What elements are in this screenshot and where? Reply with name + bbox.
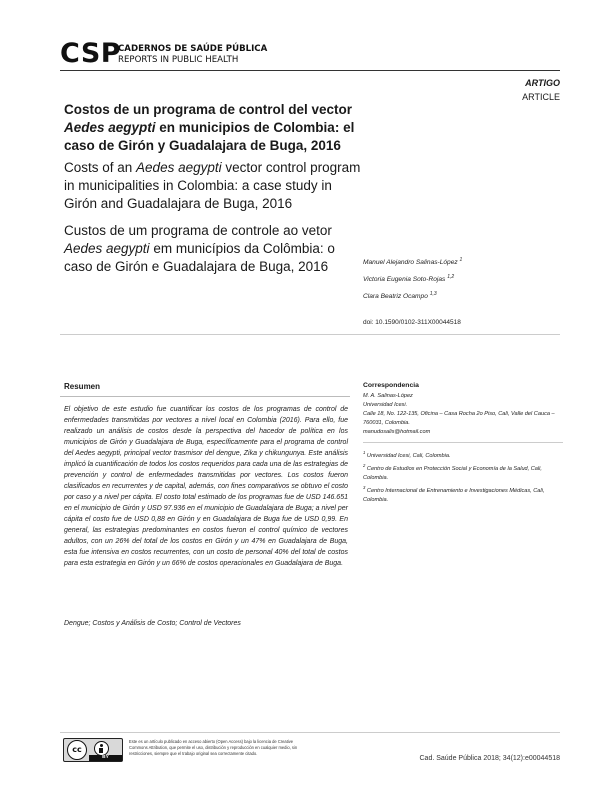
affiliation-item	[363, 483, 563, 505]
journal-name-en: REPORTS IN PUBLIC HEALTH	[118, 55, 239, 65]
keywords: Dengue; Costos y Análisis de Costo; Control de Vectores	[64, 620, 241, 627]
affiliation-text: Centro de Estudios en Protección Social y Economía de la Salud, Cali, Colombia.	[363, 465, 542, 481]
creative-commons-badge[interactable]	[63, 738, 123, 762]
journal-name-pt: CADERNOS DE SAÚDE PÚBLICA	[118, 44, 268, 54]
doi-link[interactable]: doi: 10.1590/0102-311X00044518	[363, 319, 461, 326]
abstract-text: El objetivo de este estudio fue cuantificar los costos de los programas de control de enfermedades transmitidas por vectores a nivel local en Colombia (2016). Para ello, fue realizado un análisis de costos desde la perspectiva del hacedor de política en los municipios de Girón y Guadalajara de Buga, específicamente para el programa de control del Aedes aegypti, principal vector trasmisor del dengue, Zika y chikungunya. Este análisis implicó la cuantificación de todos los costos requeridos para cada una de las estrategias de prevención y control de enfermedades transmitidas por vectores. Los costos fueron clasificados en recurrentes y de capital, además, con fines comparativos se obtuvo el costo por caso y a nivel per cápita. El costo total estimado de los programas fue de USD 146.651 en el municipio de Girón y USD 97.936 en el municipio de Guadalajara de Buga; a nivel per cápita el costo fue de USD 0,88 en Girón y en Guadalajara de Buga fue de USD 0,99. En general, las estrategias predominantes en costos fueron el control químico de vectores adultos, con un 26% del total de los costos en Girón y un 47% en Guadalajara de Buga, esta fue intensiva en costos recurrentes, con un costo de personal 40% del total de costos para esta estrategia en Girón y un 66% de costos operacionales en Guadalajara de Buga.	[64, 406, 348, 567]
article-type-pt: ARTIGO	[525, 78, 560, 88]
header-divider	[60, 70, 560, 71]
title-pt-species: Aedes aegypti	[64, 241, 150, 256]
title-spanish	[64, 101, 364, 155]
title-portuguese	[64, 222, 364, 276]
journal-logo: CSP	[60, 38, 122, 69]
journal-name	[118, 44, 267, 66]
footer-divider	[60, 732, 560, 733]
abstract-heading: Resumen	[64, 382, 101, 391]
by-label: BY	[89, 755, 122, 761]
license-text: Este es un artículo publicado en acceso abierto (Open Access) bajo la licencia de Creative Commons Attribution, que permite el uso, distribución y reproducción en cualquier medio, sin restricciones, siempre que el trabajo original sea correctamente citado.	[129, 739, 298, 756]
author-name: Manuel Alejandro Salinas-López	[363, 259, 458, 267]
title-es-part: Costos de un programa de control del vector	[64, 102, 353, 117]
section-divider	[60, 334, 560, 335]
author	[363, 287, 563, 304]
title-en-species: Aedes aegypti	[136, 160, 222, 175]
title-es-species: Aedes aegypti	[64, 120, 156, 135]
article-type-en: ARTICLE	[522, 92, 560, 102]
affiliations	[363, 448, 563, 505]
author-affiliation-mark: 1,2	[447, 274, 455, 281]
affiliation-divider	[363, 442, 563, 443]
correspondence-institution: Universidad Icesi.	[363, 402, 408, 408]
author-affiliation-mark: 1	[459, 257, 463, 263]
title-es-part: en municipios de Colombia: el caso de Girón y Guadalajara de Buga, 2016	[64, 120, 355, 153]
title-pt-part: Custos de um programa de controle ao vetor	[64, 223, 332, 238]
affiliation-number: 1	[363, 450, 366, 455]
title-en-part: vector control program in municipalities in Colombia: a case study in Girón and Guadalajara de Buga, 2016	[64, 160, 361, 211]
correspondence-heading: Correspondencia	[363, 382, 419, 389]
affiliation-item	[363, 461, 563, 483]
author	[363, 253, 563, 270]
abstract-divider	[60, 396, 350, 397]
author	[363, 270, 563, 287]
author-affiliation-mark: 1,3	[429, 291, 437, 298]
author-name: Clara Beatriz Ocampo	[363, 293, 428, 301]
correspondence-email[interactable]: manudosalis@hotmail.com	[363, 429, 431, 435]
affiliation-item	[363, 448, 563, 461]
correspondence-name: M. A. Salinas-López	[363, 393, 413, 399]
affiliation-text: Centro Internacional de Entrenamiento e Investigaciones Médicas, Cali, Colombia.	[363, 487, 545, 503]
title-pt-part: em municípios da Colômbia: o caso de Girón e Guadalajara de Buga, 2016	[64, 241, 335, 274]
title-en-part: Costs of an	[64, 160, 137, 175]
correspondence-address: Calle 18, No. 122-135, Oficina – Casa Rocha 2o Piso, Cali, Valle del Cauca – 760031, Colombia.	[363, 411, 555, 426]
title-english	[64, 159, 364, 213]
affiliation-number: 3	[363, 484, 366, 490]
cc-icon: cc	[67, 740, 87, 760]
journal-citation: Cad. Saúde Pública 2018; 34(12):e00044518	[419, 755, 560, 762]
author-name: Victoria Eugenia Soto-Rojas	[363, 276, 446, 284]
attribution-person-icon	[94, 741, 109, 756]
author-list	[363, 253, 563, 305]
correspondence-block	[363, 392, 563, 437]
affiliation-text: Universidad Icesi, Cali, Colombia.	[366, 452, 451, 459]
affiliation-number: 2	[363, 462, 366, 468]
